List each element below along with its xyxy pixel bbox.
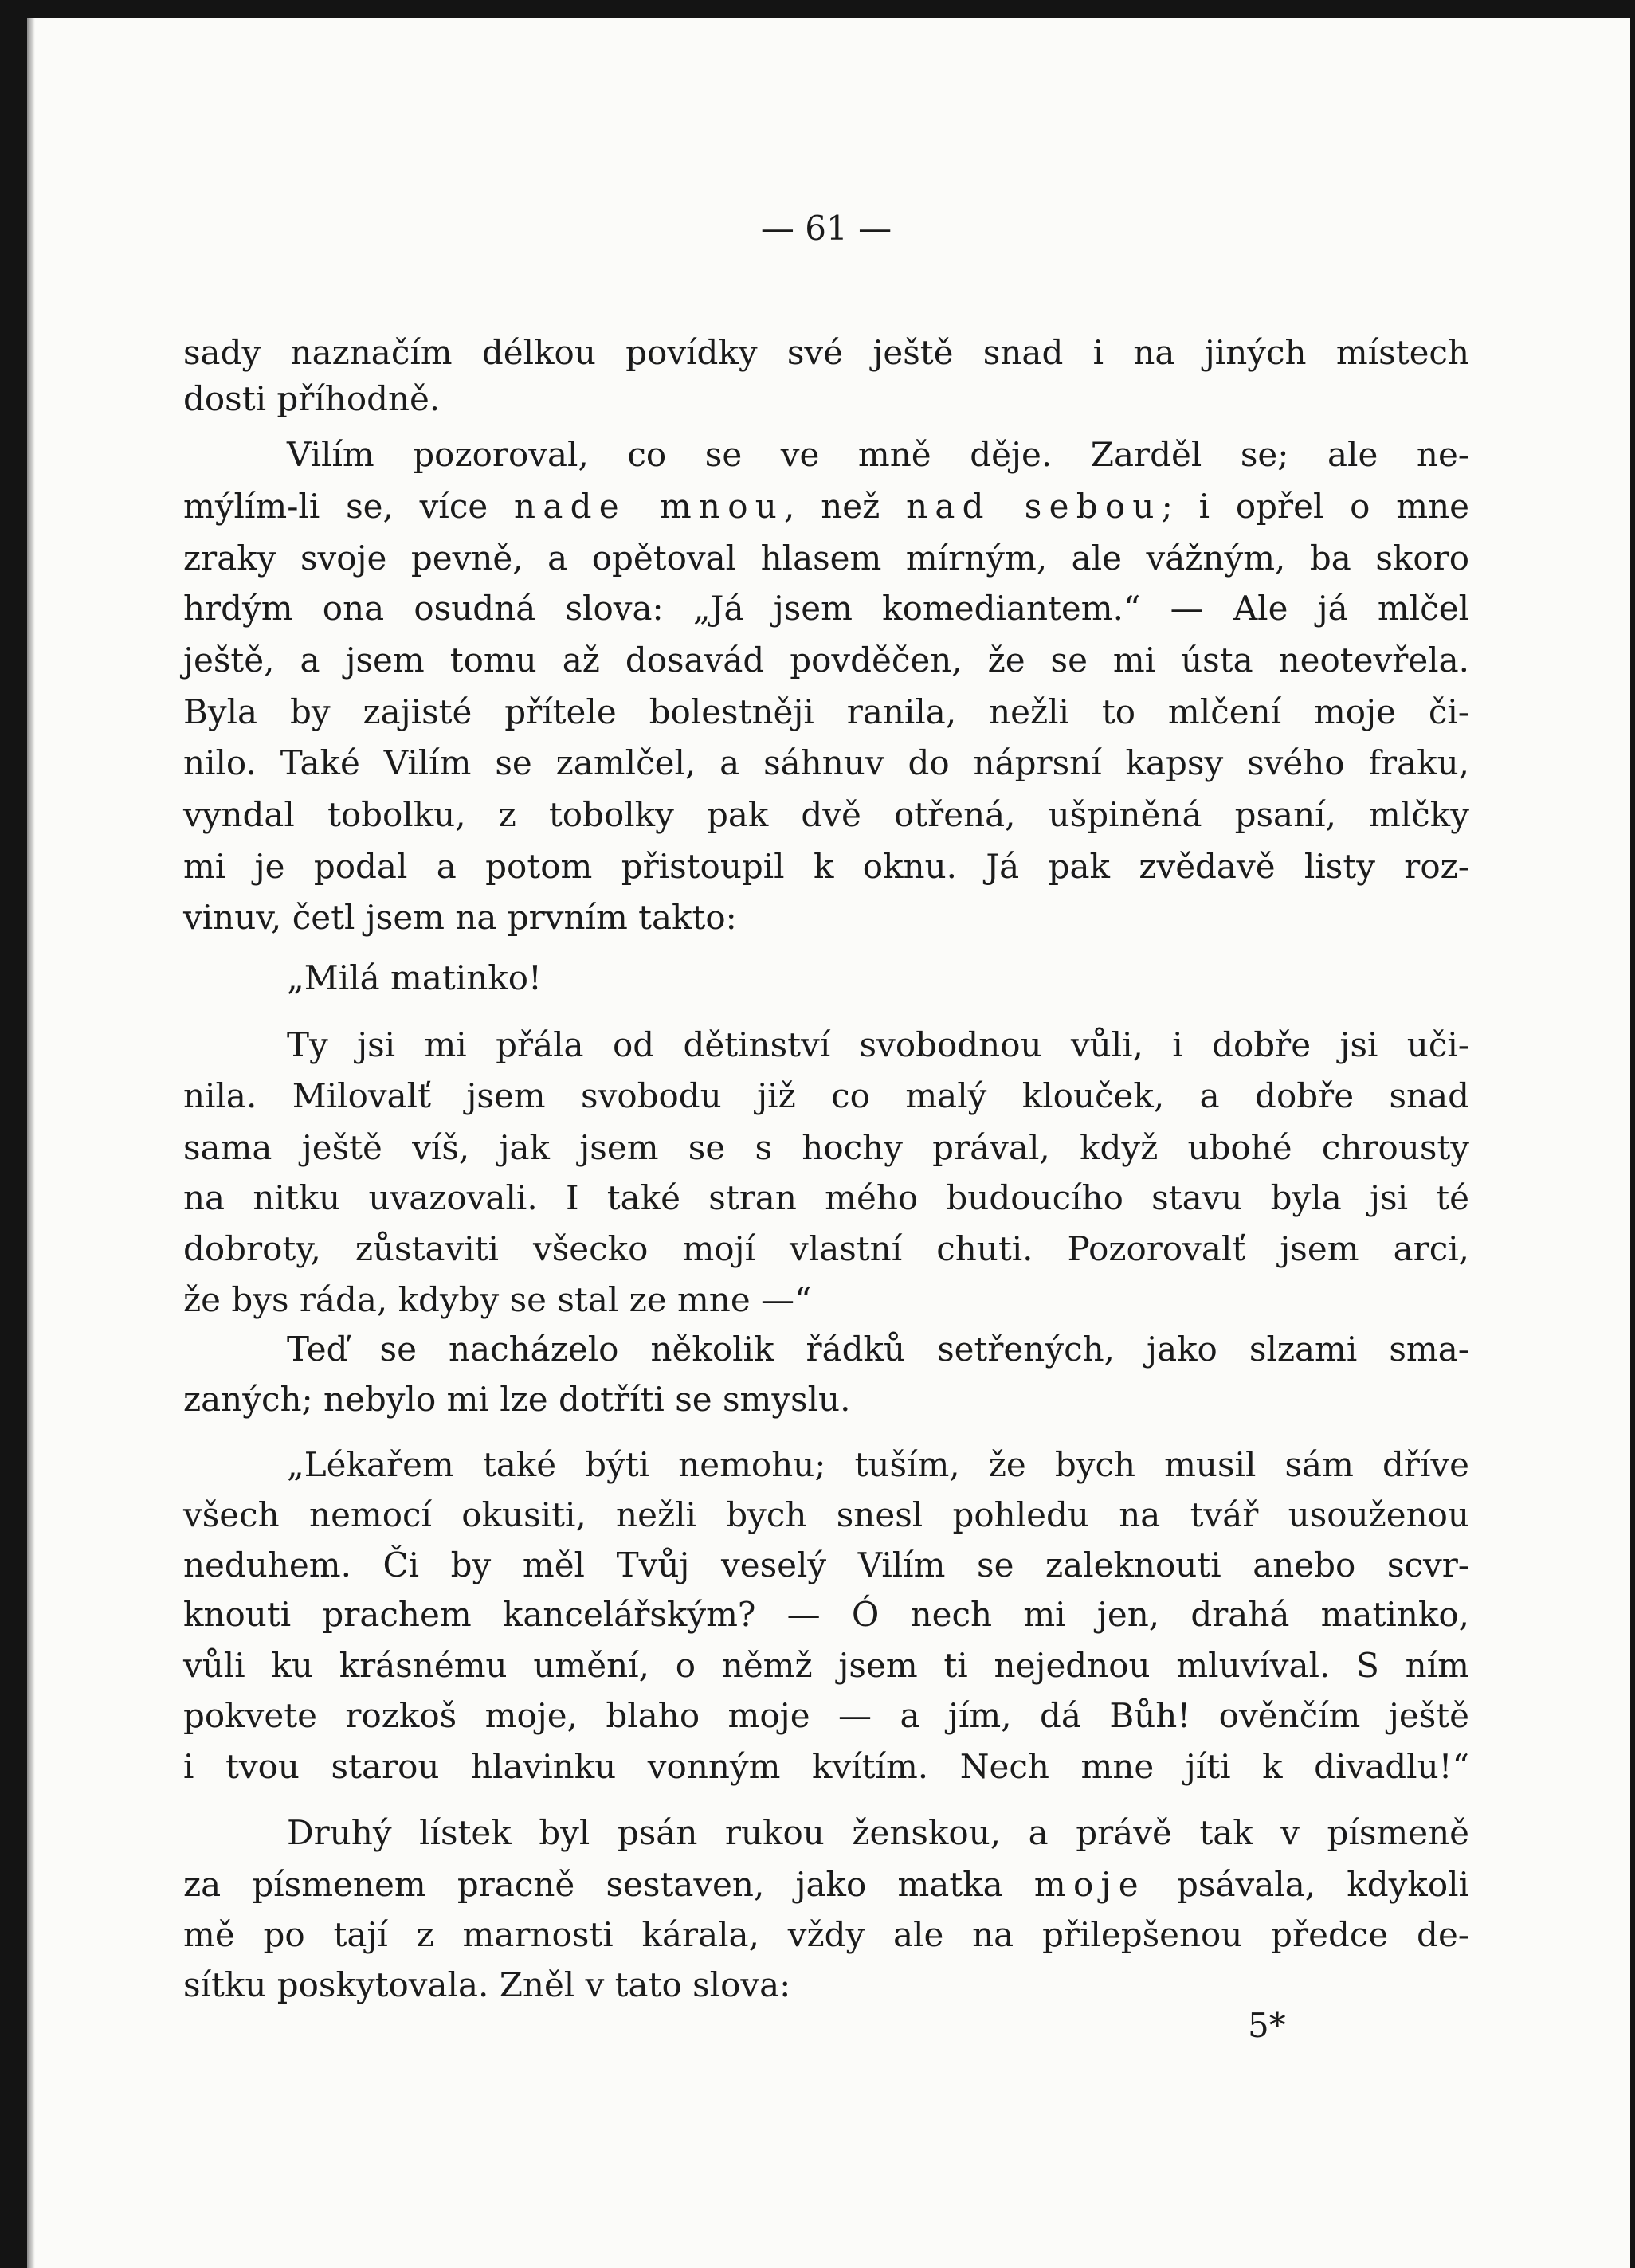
text-line: vyndal tobolku, z tobolky pak dvě otřená, ušpiněná psaní, mlčky [183, 795, 1469, 834]
text-line: Byla by zajisté přítele bolestněji ranila, nežli to mlčení moje či- [183, 692, 1469, 731]
text-line: „Lékařem také býti nemohu; tuším, že bych musil sám dříve [287, 1445, 1469, 1484]
text-line: dobroty, zůstaviti všecko mojí vlastní chuti. Pozorovalť jsem arci, [183, 1229, 1469, 1268]
text-fragment: psávala, kdykoli [1177, 1865, 1469, 1904]
text-line: hrdým ona osudná slova: „Já jsem komediantem.“ — Ale já mlčel [183, 589, 1469, 628]
text-line: vinuv, četl jsem na prvním takto: [183, 898, 737, 937]
text-line: ještě, a jsem tomu až dosavád povděčen, že se mi ústa neotevřela. [183, 640, 1469, 680]
text-fragment: za písmenem pracně sestaven, jako matka [183, 1865, 1003, 1904]
text-line: sítku poskytovala. Zněl v tato slova: [183, 1965, 791, 2004]
text-line: sama ještě víš, jak jsem se s hochy prával, když ubohé chrousty [183, 1128, 1469, 1167]
text-fragment: ; i opřel o mne [1161, 487, 1469, 526]
text-line: nilo. Také Vilím se zamlčel, a sáhnuv do náprsní kapsy svého fraku, [183, 743, 1469, 782]
text-line: nila. Milovalť jsem svobodu již co malý klouček, a dobře snad [183, 1076, 1469, 1115]
emphasized-text: nade mnou [514, 487, 785, 526]
text-line: sady naznačím délkou povídky své ještě snad i na jiných místech [183, 333, 1469, 372]
emphasized-text: nad sebou [906, 487, 1162, 526]
text-line: vůli ku krásnému umění, o němž jsem ti nejednou mluvíval. S ním [183, 1646, 1469, 1685]
text-line: i tvou starou hlavinku vonným kvítím. Nech mne jíti k divadlu!“ [183, 1747, 1469, 1786]
text-line [183, 484, 1469, 530]
text-line: zaných; nebylo mi lze dotříti se smyslu. [183, 1380, 851, 1419]
text-line: pokvete rozkoš moje, blaho moje — a jím, dá Bůh! ověnčím ještě [183, 1696, 1469, 1735]
text-line: mi je podal a potom přistoupil k oknu. Já pak zvědavě listy roz- [183, 847, 1469, 886]
text-line: zraky svoje pevně, a opětoval hlasem mírným, ale vážným, ba skoro [183, 539, 1469, 578]
text-line: knouti prachem kancelářským? — Ó nech mi jen, drahá matinko, [183, 1595, 1469, 1634]
emphasized-text: moje [1033, 1865, 1146, 1904]
text-line: dosti příhodně. [183, 379, 441, 418]
text-line: že bys ráda, kdyby se stal ze mne —“ [183, 1280, 812, 1319]
text-line: Ty jsi mi přála od dětinství svobodnou vůli, i dobře jsi uči- [287, 1025, 1469, 1064]
text-line: na nitku uvazovali. I také stran mého budoucího stavu byla jsi té [183, 1178, 1469, 1217]
page-edge-shadow [27, 18, 35, 2268]
text-line: neduhem. Či by měl Tvůj veselý Vilím se zaleknouti anebo scvr- [183, 1545, 1469, 1584]
text-line: Vilím pozoroval, co se ve mně děje. Zarděl se; ale ne- [287, 435, 1469, 474]
text-line: Teď se nacházelo několik řádků setřených, jako slzami sma- [287, 1330, 1469, 1369]
text-line: mě po tají z marnosti kárala, vždy ale na přilepšenou předce de- [183, 1915, 1469, 1954]
text-fragment: mýlím-li se, více [183, 487, 488, 526]
page-number: — 61 — [760, 209, 892, 248]
text-line: všech nemocí okusiti, nežli bych snesl pohledu na tvář usouženou [183, 1495, 1469, 1534]
text-line: Druhý lístek byl psán rukou ženskou, a právě tak v písmeně [287, 1813, 1469, 1852]
book-page [27, 18, 1630, 2268]
signature-mark: 5* [1248, 2006, 1286, 2045]
text-line [183, 1862, 1469, 1908]
text-fragment: , než [784, 487, 880, 526]
text-line: „Milá matinko! [287, 958, 542, 997]
